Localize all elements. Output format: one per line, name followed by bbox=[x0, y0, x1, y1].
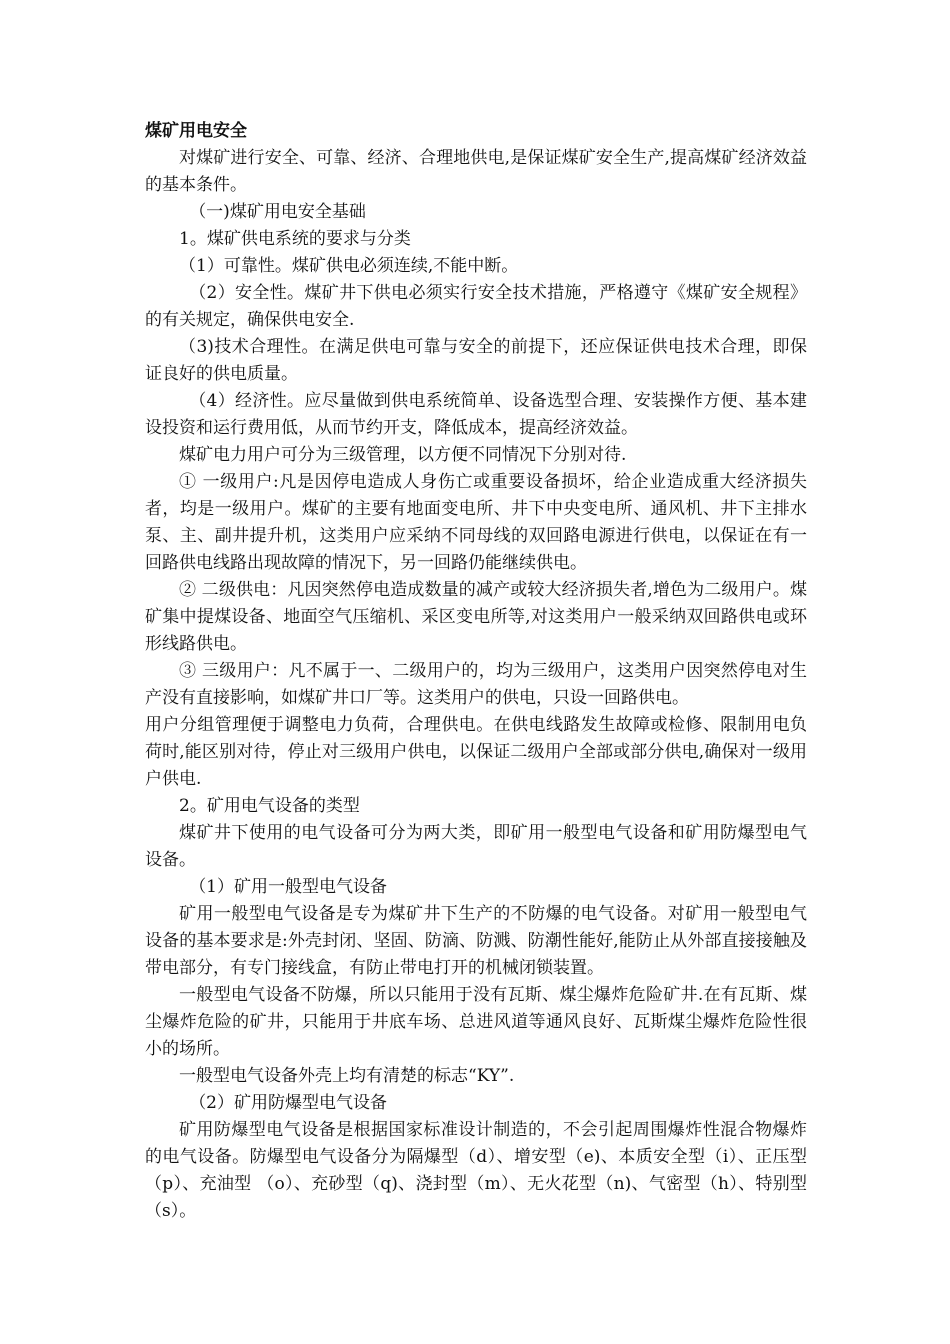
paragraph: （1）可靠性。煤矿供电必须连续,不能中断。 bbox=[179, 256, 519, 276]
paragraph: （3)技术合理性。在满足供电可靠与安全的前提下，还应保证供电技术合理，即保证良好的供电质量。 bbox=[145, 337, 807, 384]
paragraph: 一般型电气设备不防爆，所以只能用于没有瓦斯、煤尘爆炸危险矿井.在有瓦斯、煤尘爆炸危险的矿井，只能用于井底车场、总进风道等通风良好、瓦斯煤尘爆炸危险性很小的场所。 bbox=[145, 985, 807, 1059]
paragraph: 矿用防爆型电气设备是根据国家标准设计制造的，不会引起周围爆炸性混合物爆炸的电气设备。防爆型电气设备分为隔爆型（d）、增安型（e)、本质安全型（i）、正压型（p）、充油型 （o）、充砂型（q)、浇封型（m）、无火花型（n)、气密型（h）、特别型（s）。 bbox=[145, 1120, 807, 1221]
paragraph: ② 二级供电：凡因突然停电造成数量的减产或较大经济损失者,增色为二级用户。煤矿集中提煤设备、地面空气压缩机、采区变电所等,对这类用户一般采纳双回路供电或环形线路供电。 bbox=[145, 580, 807, 654]
paragraph: 煤矿电力用户可分为三级管理，以方便不同情况下分别对待. bbox=[179, 445, 627, 465]
subsection-heading: 2。矿用电气设备的类型 bbox=[179, 796, 360, 816]
subsection-heading: 1。煤矿供电系统的要求与分类 bbox=[179, 229, 411, 249]
paragraph: （4）经济性。应尽量做到供电系统简单、设备选型合理、安装操作方便、基本建设投资和运行费用低，从而节约开支，降低成本，提高经济效益。 bbox=[145, 391, 807, 438]
paragraph: ③ 三级用户：凡不属于一、二级用户的，均为三级用户，这类用户因突然停电对生产没有直接影响，如煤矿井口厂等。这类用户的供电，只设一回路供电。 bbox=[145, 661, 807, 708]
paragraph: （2）安全性。煤矿井下供电必须实行安全技术措施，严格遵守《煤矿安全规程》的有关规定，确保供电安全. bbox=[145, 283, 807, 330]
paragraph: 用户分组管理便于调整电力负荷，合理供电。在供电线路发生故障或检修、限制用电负荷时,能区别对待，停止对三级用户供电，以保证二级用户全部或部分供电,确保对一级用户供电. bbox=[145, 715, 807, 789]
document-title: 煤矿用电安全 bbox=[145, 121, 247, 141]
paragraph: 对煤矿进行安全、可靠、经济、合理地供电,是保证煤矿安全生产,提高煤矿经济效益的基本条件。 bbox=[145, 148, 807, 195]
section-heading: （一)煤矿用电安全基础 bbox=[189, 202, 366, 222]
paragraph: 一般型电气设备外壳上均有清楚的标志“KY”. bbox=[179, 1066, 515, 1086]
item-heading: （2）矿用防爆型电气设备 bbox=[189, 1093, 388, 1113]
document-page bbox=[145, 118, 807, 1225]
paragraph: 矿用一般型电气设备是专为煤矿井下生产的不防爆的电气设备。对矿用一般型电气设备的基本要求是:外壳封闭、坚固、防滴、防溅、防潮性能好,能防止从外部直接接触及带电部分，有专门接线盒，有防止带电打开的机械闭锁装置。 bbox=[145, 904, 807, 978]
item-heading: （1）矿用一般型电气设备 bbox=[189, 877, 388, 897]
paragraph: 煤矿井下使用的电气设备可分为两大类，即矿用一般型电气设备和矿用防爆型电气设备。 bbox=[145, 823, 807, 870]
paragraph: ① 一级用户:凡是因停电造成人身伤亡或重要设备损坏，给企业造成重大经济损失者，均是一级用户。煤矿的主要有地面变电所、井下中央变电所、通风机、井下主排水泵、主、副井提升机，这类用户应采纳不同母线的双回路电源进行供电，以保证在有一回路供电线路出现故障的情况下，另一回路仍能继续供电。 bbox=[145, 472, 807, 573]
